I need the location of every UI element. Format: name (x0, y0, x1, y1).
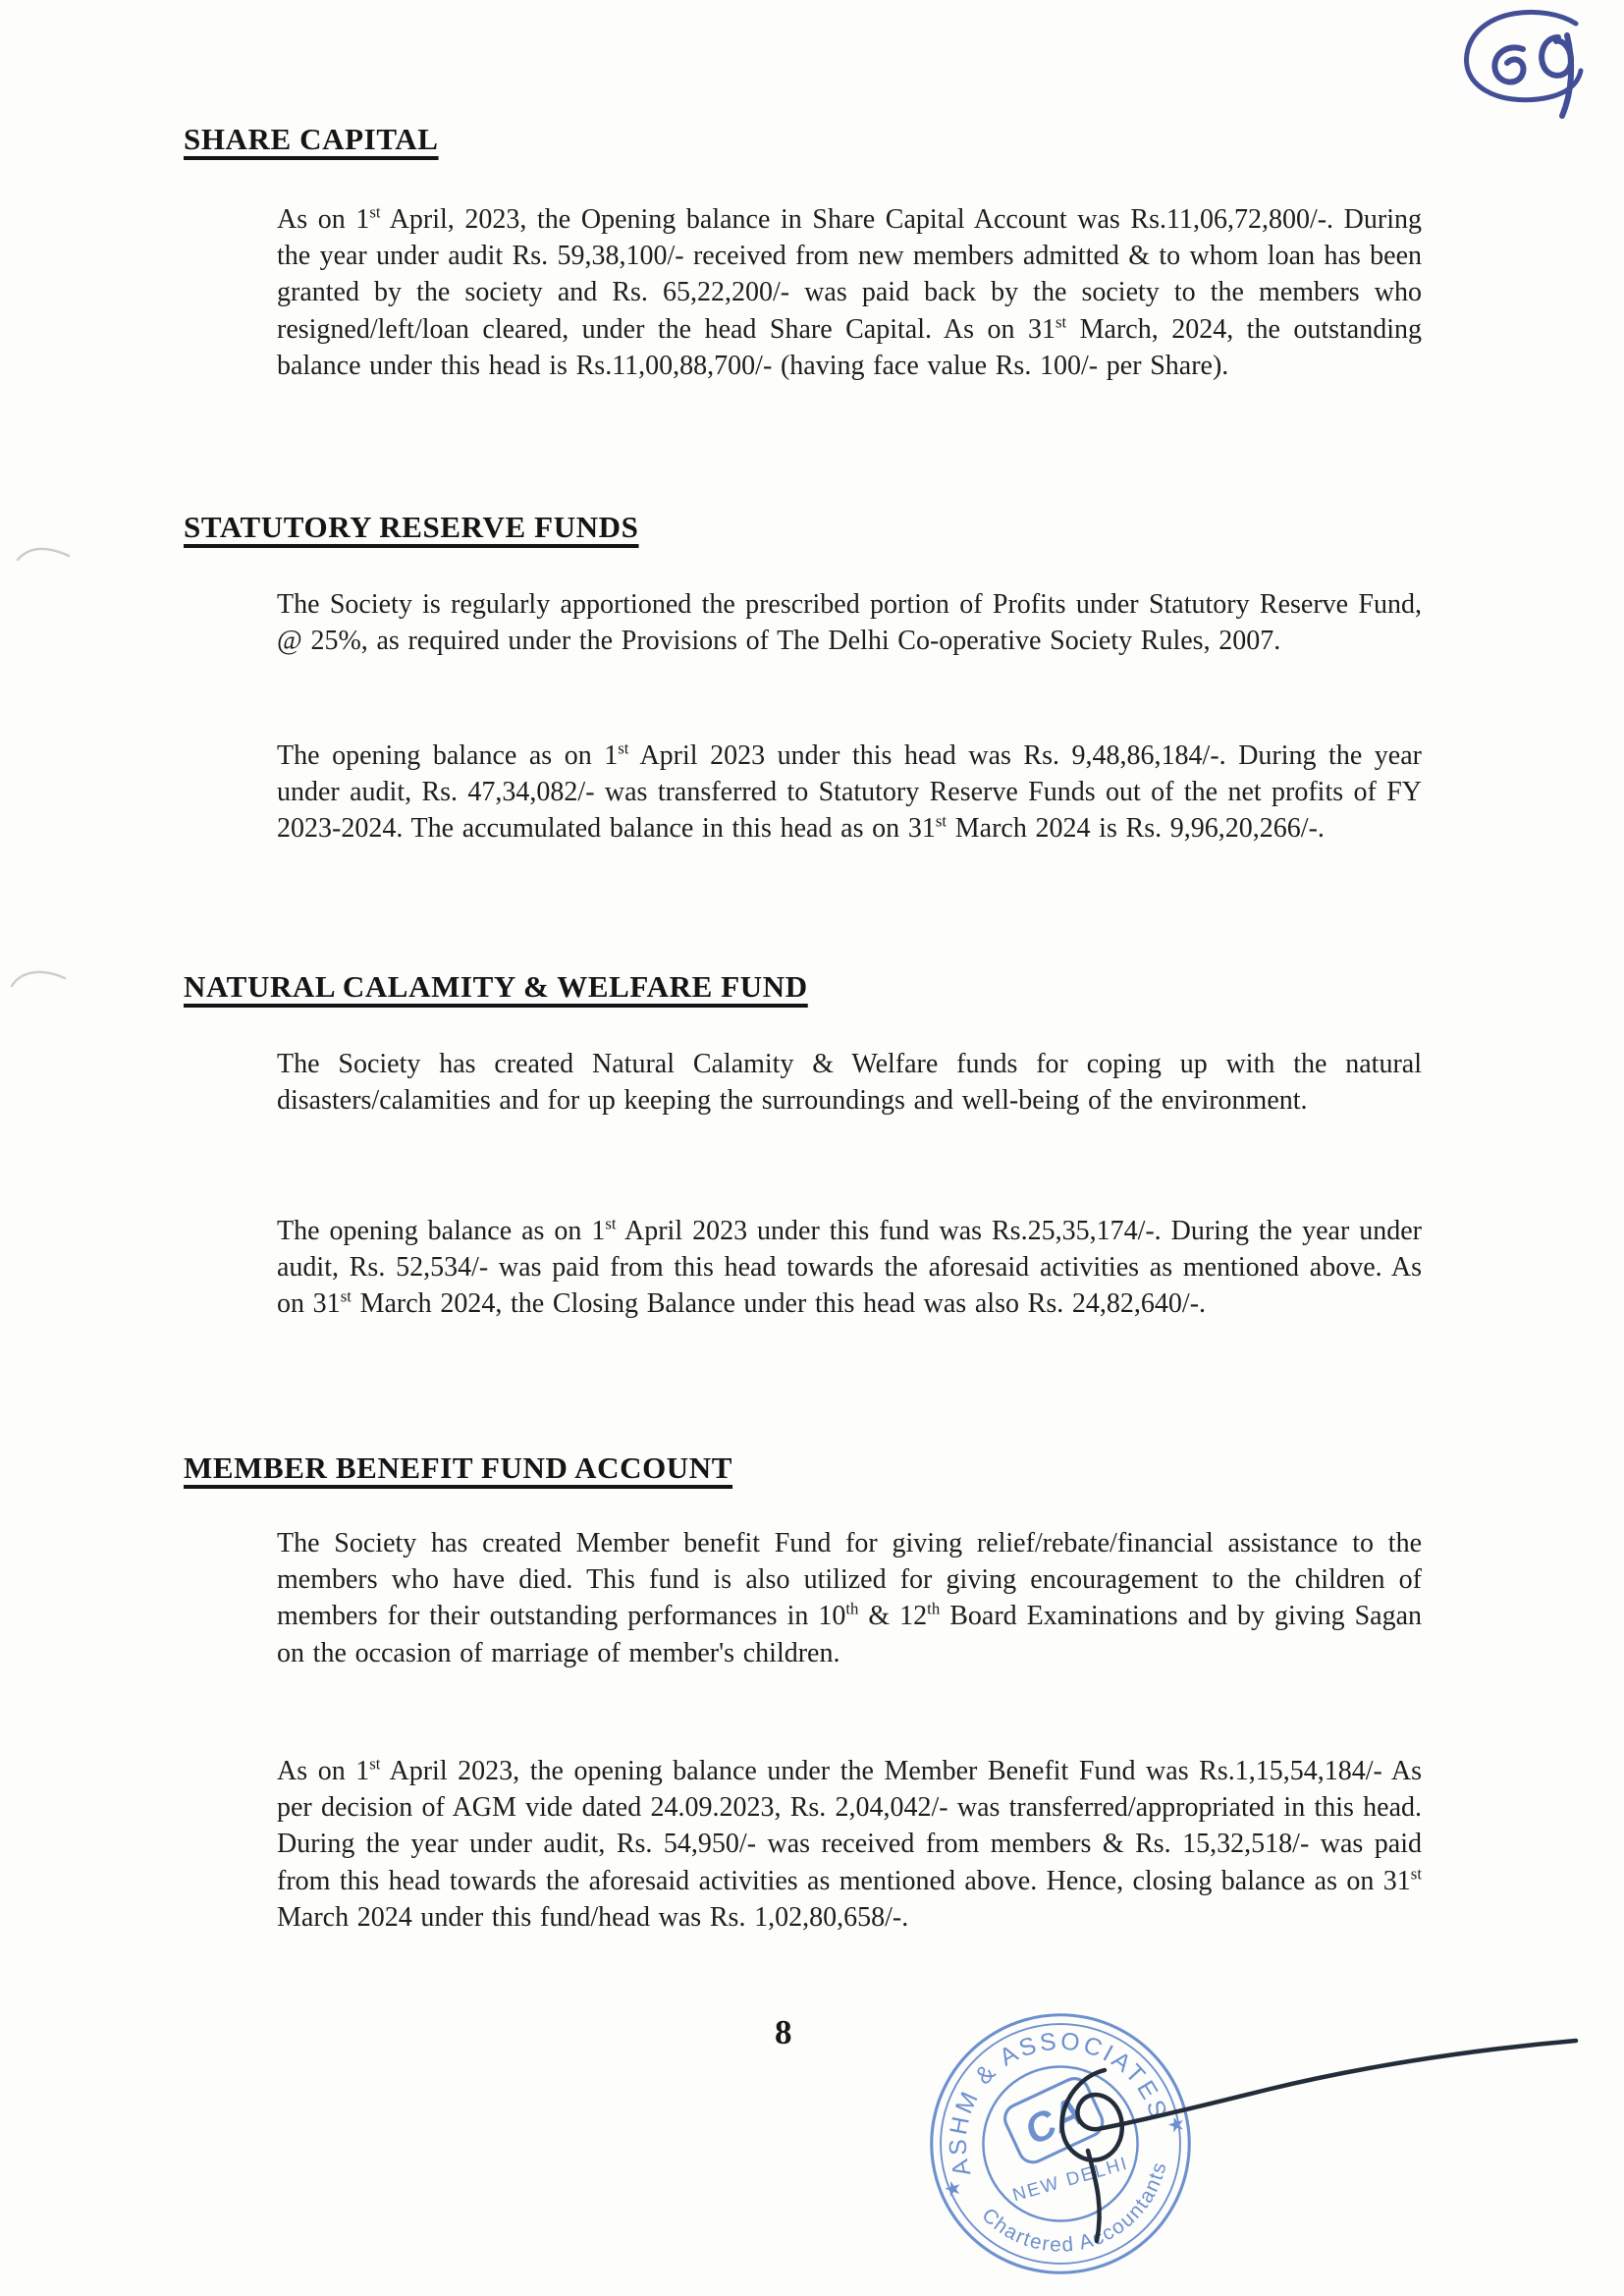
star-icon: ★ (1164, 2111, 1189, 2139)
section-heading-share-capital: SHARE CAPITAL (184, 122, 439, 156)
auditor-signature (1011, 1994, 1600, 2288)
ca-logo: CA (1017, 2088, 1091, 2155)
member-benefit-paragraph-2: As on 1st April 2023, the opening balance under the Member Benefit Fund was Rs.1,15,54,184/- As per decision of AGM vide dated 24.09.2023, Rs. 2,04,042/- was transferred/appropriated in this head. During the year under audit, Rs. 54,950/- was received from members & Rs. 15,32,518/- was paid from this head towards the aforesaid activities as mentioned above. Hence, closing balance as on 31st March 2024 under this fund/head was Rs. 1,02,80,658/-. (277, 1754, 1422, 1933)
statutory-reserve-paragraph-2: The opening balance as on 1st April 2023 under this head was Rs. 9,48,86,184/-. During the year under audit, Rs. 47,34,082/- was transferred to Statutory Reserve Funds out of the net profits of FY 2023-2024. The accumulated balance in this head as on 31st March 2024 is Rs. 9,96,20,266/-. (277, 738, 1422, 845)
reviewer-initials-mark (1429, 2, 1624, 130)
stamp-firm-name: ASHM & ASSOCIATES (945, 2028, 1172, 2179)
natural-calamity-paragraph-2: The opening balance as on 1st April 2023 under this fund was Rs.25,35,174/-. During the year under audit, Rs. 52,534/- was paid from this head towards the aforesaid activities as mentioned above. As on 31st March 2024, the Closing Balance under this head was also Rs. 24,82,640/-. (277, 1214, 1422, 1320)
margin-squiggle-mark (14, 538, 77, 574)
section-heading-member-benefit-fund-account: MEMBER BENEFIT FUND ACCOUNT (184, 1450, 733, 1485)
stamp-designation: Chartered Accountants (977, 2159, 1171, 2257)
section-heading-natural-calamity-welfare-fund: NATURAL CALAMITY & WELFARE FUND (184, 969, 808, 1004)
share-capital-paragraph: As on 1st April, 2023, the Opening balance in Share Capital Account was Rs.11,06,72,800/-. During the year under audit Rs. 59,38,100/- received from new members admitted & to whom loan has been granted by the society and Rs. 65,22,200/- was paid back by the society to the members who resigned/left/loan cleared, under the head Share Capital. As on 31st March, 2024, the outstanding balance under this head is Rs.11,00,88,700/- (having face value Rs. 100/- per Share). (277, 202, 1423, 381)
stamp-city: NEW DELHI (1009, 2152, 1131, 2206)
margin-squiggle-mark (8, 962, 71, 998)
statutory-reserve-paragraph-1: The Society is regularly apportioned the prescribed portion of Profits under Statutory Reserve Fund, @ 25%, as required under the Provisions of The Delhi Co-operative Society Rules, 2007. (277, 589, 1422, 657)
star-icon: ★ (941, 2175, 965, 2203)
page-number: 8 (775, 2013, 793, 2051)
section-heading-statutory-reserve-funds: STATUTORY RESERVE FUNDS (184, 510, 639, 544)
natural-calamity-paragraph-1: The Society has created Natural Calamity & Welfare funds for coping up with the natural disasters/calamities and for up keeping the surroundings and well-being of the environment. (277, 1049, 1422, 1117)
member-benefit-paragraph-1: The Society has created Member benefit Fund for giving relief/rebate/financial assistance to the members who have died. This fund is also utilized for giving encouragement to the children of members for their outstanding performances in 10th & 12th Board Examinations and by giving Sagan on the occasion of marriage of member's children. (277, 1528, 1422, 1668)
